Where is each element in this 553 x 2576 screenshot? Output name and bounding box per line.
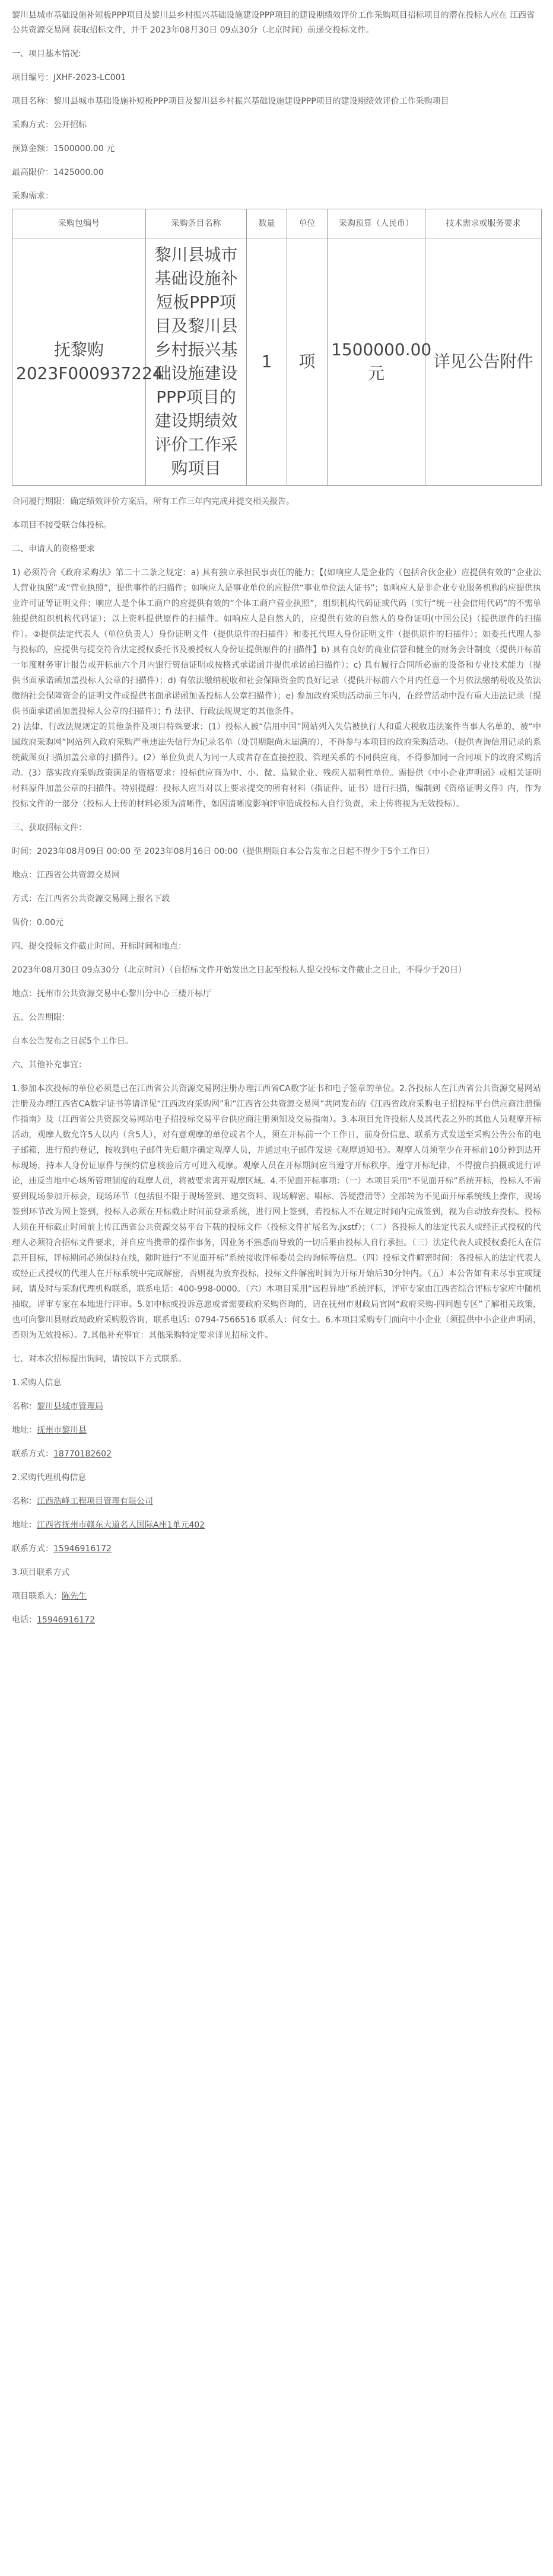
column-header: 技术需求或服务要求: [425, 209, 542, 238]
agent-name: 江西浩峰工程项目管理有限公司: [37, 1497, 153, 1506]
budget-cell: 1500000.00元: [328, 238, 425, 486]
contact-phone-label: 电话：: [12, 1615, 37, 1625]
agent-info-heading: 2.采购代理机构信息: [12, 1473, 87, 1483]
intro-paragraph: 黎川县城市基础设施补短板PPP项目及黎川县乡村振兴基础设施建设PPP项目的建设期绩效评价工作采购项目招标项目的潜在投标人应在 江西省公共资源交易网 获取招标文件，并于 2023年08月30日 09点30分（北京时间）前递交投标文件。: [12, 11, 535, 35]
requirement-cell: 详见公告附件: [425, 238, 542, 486]
qualification-paragraph-1: 1) 必须符合《政府采购法》第二十二条之规定：a) 具有独立承担民事责任的能力；【(如响应人是企业的（包括合伙企业）应提供有效的“企业法人营业执照”或“营业执照”，提供事件的扫描件；如响应人是事业单位的应提供“事业单位法人证书”；如响应人是非企业专业服务机构的应提供执业许可证等证明文件；响应人是个体工商户的应提供有效的“个体工商户营业执照”，组织机构代码证或代码（实行“统一社会信用代码”的不需单独提供组织机构代码证）；以上资料提供原件的扫描件。如响应人是自然人的，应提供有效的自然人的身份证明(中国公民)（提供原件的扫描件）。②提供法定代表人（单位负责人）身份证明文件（提供原件的扫描件）和委托代理人身份证明文件（提供原件的扫描件）；如委托代理人参与投标的，应提供与提交符合法定授权委托书及被授权人身份证提供原件的扫描件】b) 具有良好的商业信誉和健全的财务会计制度（提供开标前一年度财务审计报告或开标前六个月内银行资信证明或按格式承诺函并提供承诺函扫描件）；c) 具有履行合同所必需的设备和专业技术能力（提供书面承诺函加盖投标人公章的扫描件）；d) 有依法缴纳税收和社会保障资金的良好记录（提供开标前六个月内任意一个月依法缴纳税收及依法缴纳社会保障资金的证明文件或提供书面承诺函加盖投标人公章扫描件）；e) 参加政府采购活动前三年内，在经营活动中没有重大违法记录（提供书面承诺函加盖投标人公章的扫描件）；f) 法律、行政法规规定的其他条件。: [12, 568, 541, 716]
column-header: 采购包编号: [12, 209, 146, 238]
agent-phone-label: 联系方式：: [12, 1544, 53, 1554]
qualification-paragraph-2: 2) 法律、行政法规规定的其他条件及项目特殊要求：(1）投标人被“信用中国”网站列入失信被执行人和重大税收违法案件当事人名单的、被“中国政府采购网”网站列入政府采购严重违法失信行为记录名单（处罚期限尚未届满的），不得参与本项目的政府采购活动。（提供查询信用记录的系统截图页扫描加盖公章的扫描件）。(2）单位负责人为同一人或者存在直接控股、管理关系的不同供应商，不得参加同一合同项下的政府采购活动。(3）落实政府采购政策满足的资格要求：投标供应商为中、小、微、监狱企业、残疾人福利性单位。需提供《中小企业声明函》或相关证明材料原件加盖公章的扫描件。特别提醒：投标人应当对以上要求提交的所有材料（指证件、证书）进行扫描，编制到《资格证明文件》内，作为投标文件的一部分（投标人上传的材料必须为清晰件，如因清晰度影响评审造成投标人自行负责，未上传将视为无效投标）。: [12, 722, 541, 809]
procurement-table: [12, 209, 542, 486]
contact-phone: 15946916172: [37, 1615, 95, 1625]
column-header: 采购条目名称: [146, 209, 247, 238]
quantity-cell: 1: [247, 238, 287, 486]
agent-phone-line: [12, 1541, 541, 1557]
contact-person-line: [12, 1589, 541, 1604]
document-price: 售价：0.00元: [12, 918, 64, 927]
supplementary-notes: 1.参加本次投标的单位必须是已在江西省公共资源交易网注册办理江西省CA数字证书和电子签章的单位。2.各投标人在江西省公共资源交易网站注册及办理江西省CA数字证书等请详见“江西政府采购网”和“江西省公共资源交易网”共同发布的《江西省政府采购电子招投标平台供应商注册操作指南》及（江西省公共资源交易网站电子招投标交易平台供应商注册须知及交易指南）。3.本项目允许投标人及其代表之外的其他人员观摩开标活动，观摩人数允许5人以内（含5人），对有意观摩的单位或者个人，须在开标前一个工作日，前身份信息、联系方式发送至采购公告公布的电子邮箱，进行预约登记，按收到电子邮件先后顺序确定观摩人员，并通过电子邮件发送《观摩通知书》。观摩人员须至少在开标前10分钟到达开标现场，持本人身份证原件与预约信息核验后方可进入观摩。观摩人员在开标期间应当遵守开标秩序，遵守开标纪律，不得擅自拍摄或进行评论，违反当地中心场所管理制度的观摩人员，将被要求离开观摩区域。4.不见面开标事项：（一）本项目采用“不见面开标”系统开标，投标人不需要到现场参加开标会，现场环节（包括但不限于现场签到、递交资料、现场解密、唱标、答疑澄清等）全部转为不见面开标系统线上操作，现场签到环节改为网上签到，投标人必须在开标截止时间前登录系统，进行网上签到，若投标人不在规定时间内完成签到，视为自动放弃投标。投标人须在开标截止时间前上传江西省公共资源交易平台下载的投标文件（投标文件扩展名为.jxstf）；（二）各投标人的法定代表人或经正式授权的代理人必须符合招标文件要求，并自应当携带的操作事务，因业务不熟悉而导致的一切后果由投标人自行承担。（三）法定代表人或授权委托人在信息开目标，评标期间必须保持在线，随时进行“不见面开标”系统接收评标委员会的询标等信息。（四）投标文件解密时间：各投标人的法定代表人或经正式授权的代理人在开标系统中完成解密，否则视为放弃投标，投标文件解密时间为开标开始后30分钟内。（五）本公告如有未尽事宜或疑问，请及时与采购代理机构联系，联系电话：400-998-0000。（六）本项目采用“远程异地”系统评标，评审专家由江西省综合评标专家库中随机抽取，评审专家在本地进行评审。5.如申标或投诉意愿或者需要政府采购咨询的，请在抚州市财政局官网“政府采购-四问题专区”了解相关政策，也可向黎川县财政局政府采购股咨询，联系电话：0794-7566516 联系人：何女士。6.本项目采购专门面向中小企业（须提供中小企业声明函，否则为无效投标）。7.其他补充事宜：其他采购特定要求详见招标文件。: [12, 1084, 541, 1340]
bid-deadline: 2023年08月30日 09点30分（北京时间）（自招标文件开始发出之日起至投标人提交投标文件截止之日止，不得少于20日）: [12, 965, 467, 975]
announcement-document: [12, 0, 541, 1628]
document-obtain-place: 地点：江西省公共资源交易网: [12, 871, 120, 880]
agent-phone: 15946916172: [53, 1544, 112, 1554]
unit-cell: 项: [287, 238, 328, 486]
project-contact-heading: 3.项目联系方式: [12, 1568, 70, 1577]
section6-heading: 六、其他补充事宜：: [12, 1060, 87, 1070]
agent-name-label: 名称：: [12, 1497, 37, 1506]
agent-address: 江西省抚州市赣东大道名人国际A座1单元402: [37, 1520, 205, 1530]
buyer-phone-label: 联系方式：: [12, 1449, 53, 1459]
document-obtain-time: 时间：2023年08月09日 00:00 至 2023年08月16日 00:00（提供期限自本公告发布之日起不得少于5个工作日）: [12, 847, 434, 856]
section3-heading: 三、获取招标文件：: [12, 823, 87, 833]
project-name: 项目名称：黎川县城市基础设施补短板PPP项目及黎川县乡村振兴基础设施建设PPP项目的建设期绩效评价工作采购项目: [12, 97, 449, 106]
buyer-name-label: 名称：: [12, 1402, 37, 1411]
agent-address-line: [12, 1517, 541, 1533]
buyer-name: 黎川县城市管理局: [37, 1402, 103, 1411]
procurement-method: 采购方式：公开招标: [12, 120, 87, 130]
demand-label: 采购需求：: [12, 192, 53, 201]
table-row: [12, 238, 542, 486]
contact-person-label: 项目联系人：: [12, 1592, 62, 1601]
table-header-row: [12, 209, 542, 238]
buyer-address-label: 地址：: [12, 1426, 37, 1435]
contact-person: 陈先生: [62, 1592, 87, 1601]
buyer-name-line: [12, 1399, 541, 1414]
section2-heading: 二、申请人的资格要求: [12, 544, 95, 554]
buyer-address-line: [12, 1423, 541, 1438]
agent-address-label: 地址：: [12, 1520, 37, 1530]
buyer-phone-line: [12, 1446, 541, 1462]
announcement-period: 自本公告发布之日起5个工作日。: [12, 1037, 134, 1046]
section5-heading: 五、公告期限：: [12, 1013, 70, 1022]
project-number: 项目编号：JXHF-2023-LC001: [12, 73, 126, 82]
column-header: 数量: [247, 209, 287, 238]
section7-heading: 七、对本次招标提出询问，请按以下方式联系。: [12, 1354, 186, 1364]
budget-amount: 预算金额：1500000.00 元: [12, 144, 115, 154]
item-name-cell: 黎川县城市基础设施补短板PPP项目及黎川县乡村振兴基础设施建设PPP项目的建设期绩效评价工作采购项目: [146, 238, 247, 486]
contract-period: 合同履行期限：确定绩效评价方案后，所有工作三年内完成并提交相关报告。: [12, 497, 294, 506]
maximum-price: 最高限价：1425000.00: [12, 168, 104, 177]
no-consortium-note: 本项目不接受联合体投标。: [12, 521, 112, 530]
buyer-info-heading: 1.采购人信息: [12, 1378, 62, 1388]
column-header: 采购预算（人民币）: [328, 209, 425, 238]
column-header: 单位: [287, 209, 328, 238]
section1-heading: 一、项目基本情况:: [12, 49, 81, 59]
contact-phone-line: [12, 1612, 541, 1628]
document-obtain-way: 方式：在江西省公共资源交易网上报名下载: [12, 894, 170, 904]
bid-opening-place: 地点：抚州市公共资源交易中心黎川分中心三楼开标厅: [12, 989, 211, 999]
buyer-phone: 18770182602: [53, 1449, 112, 1459]
package-code-cell: 抚黎购2023F000937224: [12, 238, 146, 486]
buyer-address: 抚州市黎川县: [37, 1426, 87, 1435]
agent-name-line: [12, 1494, 541, 1509]
section4-heading: 四、提交投标文件截止时间、开标时间和地点：: [12, 942, 186, 951]
